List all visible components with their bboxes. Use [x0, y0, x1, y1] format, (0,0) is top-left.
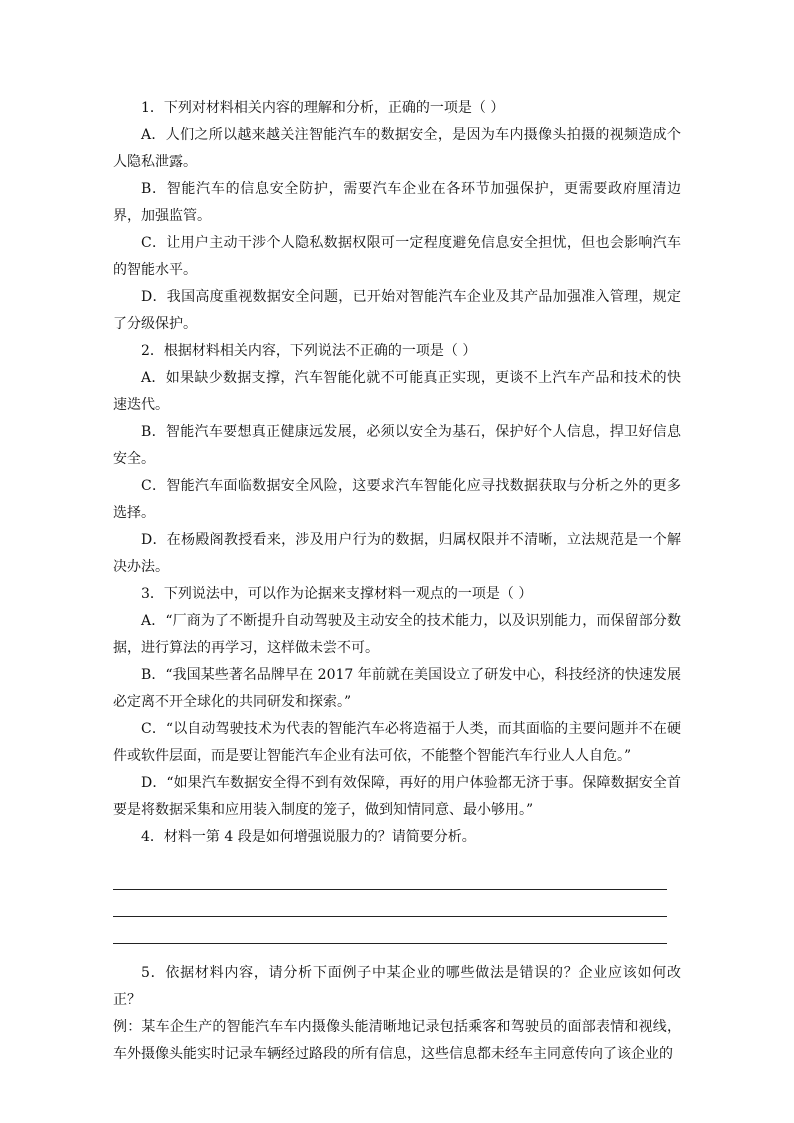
question-2-option-a: A．如果缺少数据支撑，汽车智能化就不可能真正实现，更谈不上汽车产品和技术的快速迭代。	[113, 370, 681, 413]
question-3-stem: 3．下列说法中，可以作为论据来支撑材料一观点的一项是（ ）	[141, 586, 533, 602]
question-3-option-d: D．“如果汽车数据安全得不到有效保障，再好的用户体验都无济于事。保障数据安全首要是将数据采集和应用装入制度的笼子，做到知情同意、最小够用。”	[113, 775, 681, 818]
question-2-option-c: C．智能汽车面临数据安全风险，这要求汽车智能化应寻找数据获取与分析之外的更多选择。	[113, 478, 681, 521]
question-5-example: 例：某车企生产的智能汽车车内摄像头能清晰地记录包括乘客和驾驶员的面部表情和视线，车外摄像头能实时记录车辆经过路段的所有信息，这些信息都未经车主同意传向了该企业的	[113, 1019, 681, 1062]
answer-line[interactable]	[113, 863, 667, 890]
question-4-stem: 4．材料一第 4 段是如何增强说服力的？请简要分析。	[141, 829, 476, 845]
question-1-option-a: A．人们之所以越来越关注智能汽车的数据安全，是因为车内摄像头拍摄的视频造成个人隐私泄露。	[113, 127, 681, 170]
question-3-option-c: C．“以自动驾驶技术为代表的智能汽车必将造福于人类，而其面临的主要问题并不在硬件或软件层面，而是要让智能汽车企业有法可依，不能整个智能汽车行业人人自危。”	[113, 721, 681, 764]
question-1-option-b: B．智能汽车的信息安全防护，需要汽车企业在各环节加强保护，更需要政府厘清边界，加强监管。	[113, 181, 681, 224]
answer-line[interactable]	[113, 890, 667, 917]
question-2-stem: 2．根据材料相关内容，下列说法不正确的一项是（ ）	[141, 343, 477, 359]
answer-lines[interactable]	[113, 863, 667, 944]
question-1-stem: 1．下列对材料相关内容的理解和分析，正确的一项是（ ）	[141, 100, 505, 116]
question-2-option-b: B．智能汽车要想真正健康远发展，必须以安全为基石，保护好个人信息，捍卫好信息安全。	[113, 424, 681, 467]
answer-line[interactable]	[113, 917, 667, 944]
question-1-option-c: C．让用户主动干涉个人隐私数据权限可一定程度避免信息安全担忧，但也会影响汽车的智能水平。	[113, 235, 681, 278]
question-2-option-d: D．在杨殿阁教授看来，涉及用户行为的数据，归属权限并不清晰，立法规范是一个解决办法。	[113, 532, 681, 575]
question-3-option-a: A．“厂商为了不断提升自动驾驶及主动安全的技术能力，以及识别能力，而保留部分数据，进行算法的再学习，这样做未尝不可。	[113, 613, 681, 656]
question-5-stem: 5．依据材料内容，请分析下面例子中某企业的哪些做法是错误的？企业应该如何改正？	[113, 965, 681, 1008]
question-1-option-d: D．我国高度重视数据安全问题，已开始对智能汽车企业及其产品加强准入管理，规定了分级保护。	[113, 289, 681, 332]
question-content	[113, 95, 681, 1068]
question-3-option-b: B．“我国某些著名品牌早在 2017 年前就在美国设立了研发中心，科技经济的快速发展必定离不开全球化的共同研发和探索。”	[113, 667, 681, 710]
